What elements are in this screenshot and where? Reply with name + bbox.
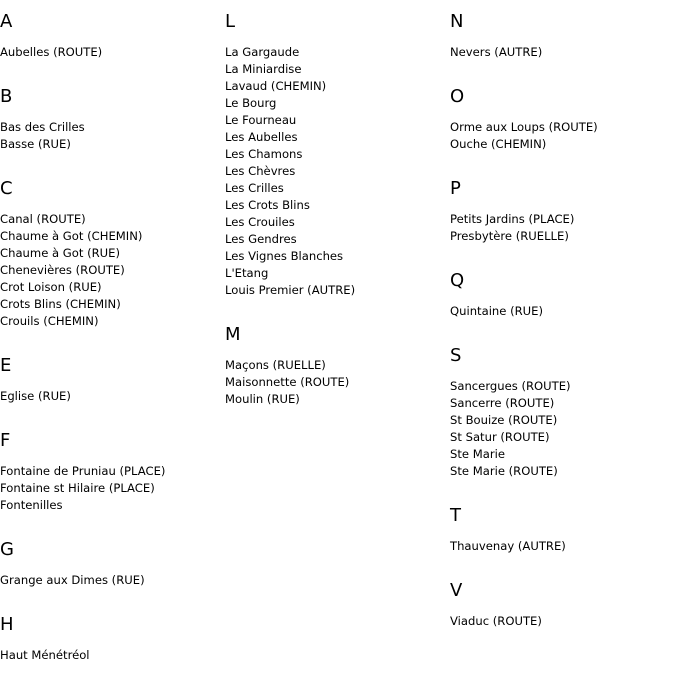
street-link[interactable]: Le Bourg xyxy=(225,95,277,110)
street-link[interactable]: Les Aubelles xyxy=(225,129,298,144)
street-link[interactable]: Lavaud (CHEMIN) xyxy=(225,78,327,93)
street-link[interactable]: L'Etang xyxy=(225,265,269,280)
street-link[interactable]: Fontenilles xyxy=(0,497,63,512)
street-link[interactable]: Les Gendres xyxy=(225,231,297,246)
letter-section-o xyxy=(450,85,675,153)
letter-section-f xyxy=(0,429,225,514)
street-link[interactable]: Chaume à Got (RUE) xyxy=(0,245,121,260)
letter-section-e xyxy=(0,354,225,405)
street-link[interactable]: Les Crilles xyxy=(225,180,284,195)
street-link[interactable]: Nevers (AUTRE) xyxy=(450,44,543,59)
letter-heading: G xyxy=(0,539,14,560)
street-link[interactable]: Quintaine (RUE) xyxy=(450,303,543,318)
street-link[interactable]: Presbytère (RUELLE) xyxy=(450,228,569,243)
street-link[interactable]: Les Chèvres xyxy=(225,163,296,178)
street-link[interactable]: La Miniardise xyxy=(225,61,302,76)
street-link[interactable]: Orme aux Loups (ROUTE) xyxy=(450,119,598,134)
letter-section-a xyxy=(0,10,225,61)
street-link[interactable]: Viaduc (ROUTE) xyxy=(450,613,542,628)
street-link[interactable]: Sancerre (ROUTE) xyxy=(450,395,555,410)
street-link[interactable]: Les Crots Blins xyxy=(225,197,310,212)
letter-heading: V xyxy=(450,580,463,601)
letter-heading: E xyxy=(0,355,12,376)
street-link[interactable]: Les Chamons xyxy=(225,146,303,161)
letter-heading: C xyxy=(0,178,13,199)
street-link[interactable]: Crot Loison (RUE) xyxy=(0,279,102,294)
letter-heading: L xyxy=(225,11,236,32)
street-link[interactable]: Chaume à Got (CHEMIN) xyxy=(0,228,143,243)
letter-section-m xyxy=(225,323,450,408)
street-link[interactable]: La Gargaude xyxy=(225,44,300,59)
street-link[interactable]: Les Vignes Blanches xyxy=(225,248,344,263)
street-link[interactable]: Bas des Crilles xyxy=(0,119,85,134)
street-link[interactable]: Fontaine de Pruniau (PLACE) xyxy=(0,463,166,478)
street-link[interactable]: Grange aux Dimes (RUE) xyxy=(0,572,145,587)
street-link[interactable]: Louis Premier (AUTRE) xyxy=(225,282,356,297)
letter-section-c xyxy=(0,177,225,330)
letter-heading: P xyxy=(450,178,461,199)
street-link[interactable]: St Satur (ROUTE) xyxy=(450,429,550,444)
letter-section-b xyxy=(0,85,225,153)
street-link[interactable]: Les Crouiles xyxy=(225,214,295,229)
letter-section-v xyxy=(450,579,675,630)
letter-heading: M xyxy=(225,324,241,345)
letter-heading: B xyxy=(0,86,13,107)
letter-section-t xyxy=(450,504,675,555)
letter-section-h xyxy=(0,613,225,664)
letter-section-p xyxy=(450,177,675,245)
index-column xyxy=(450,10,675,654)
street-link[interactable]: Eglise (RUE) xyxy=(0,388,71,403)
street-link[interactable]: Maçons (RUELLE) xyxy=(225,357,326,372)
index-column xyxy=(0,10,225,688)
street-link[interactable]: Fontaine st Hilaire (PLACE) xyxy=(0,480,155,495)
street-link[interactable]: Crots Blins (CHEMIN) xyxy=(0,296,121,311)
street-link[interactable]: Crouils (CHEMIN) xyxy=(0,313,99,328)
letter-heading: F xyxy=(0,430,11,451)
street-link[interactable]: Basse (RUE) xyxy=(0,136,71,151)
street-link[interactable]: Haut Ménétréol xyxy=(0,647,90,662)
letter-heading: A xyxy=(0,11,13,32)
street-link[interactable]: Maisonnette (ROUTE) xyxy=(225,374,350,389)
street-link[interactable]: Petits Jardins (PLACE) xyxy=(450,211,575,226)
street-link[interactable]: Moulin (RUE) xyxy=(225,391,300,406)
letter-heading: S xyxy=(450,345,462,366)
street-link[interactable]: Thauvenay (AUTRE) xyxy=(450,538,566,553)
street-link[interactable]: Ouche (CHEMIN) xyxy=(450,136,547,151)
letter-section-q xyxy=(450,269,675,320)
index-column xyxy=(225,10,450,432)
street-link[interactable]: Aubelles (ROUTE) xyxy=(0,44,103,59)
letter-section-l xyxy=(225,10,450,299)
letter-heading: N xyxy=(450,11,464,32)
street-link[interactable]: St Bouize (ROUTE) xyxy=(450,412,558,427)
street-link[interactable]: Ste Marie xyxy=(450,446,505,461)
letter-heading: H xyxy=(0,614,14,635)
letter-section-g xyxy=(0,538,225,589)
letter-heading: T xyxy=(450,505,461,526)
letter-section-n xyxy=(450,10,675,61)
letter-heading: Q xyxy=(450,270,465,291)
letter-heading: O xyxy=(450,86,465,107)
letter-section-s xyxy=(450,344,675,480)
street-link[interactable]: Le Fourneau xyxy=(225,112,297,127)
street-link[interactable]: Canal (ROUTE) xyxy=(0,211,86,226)
street-link[interactable]: Chenevières (ROUTE) xyxy=(0,262,125,277)
street-link[interactable]: Ste Marie (ROUTE) xyxy=(450,463,558,478)
street-link[interactable]: Sancergues (ROUTE) xyxy=(450,378,571,393)
